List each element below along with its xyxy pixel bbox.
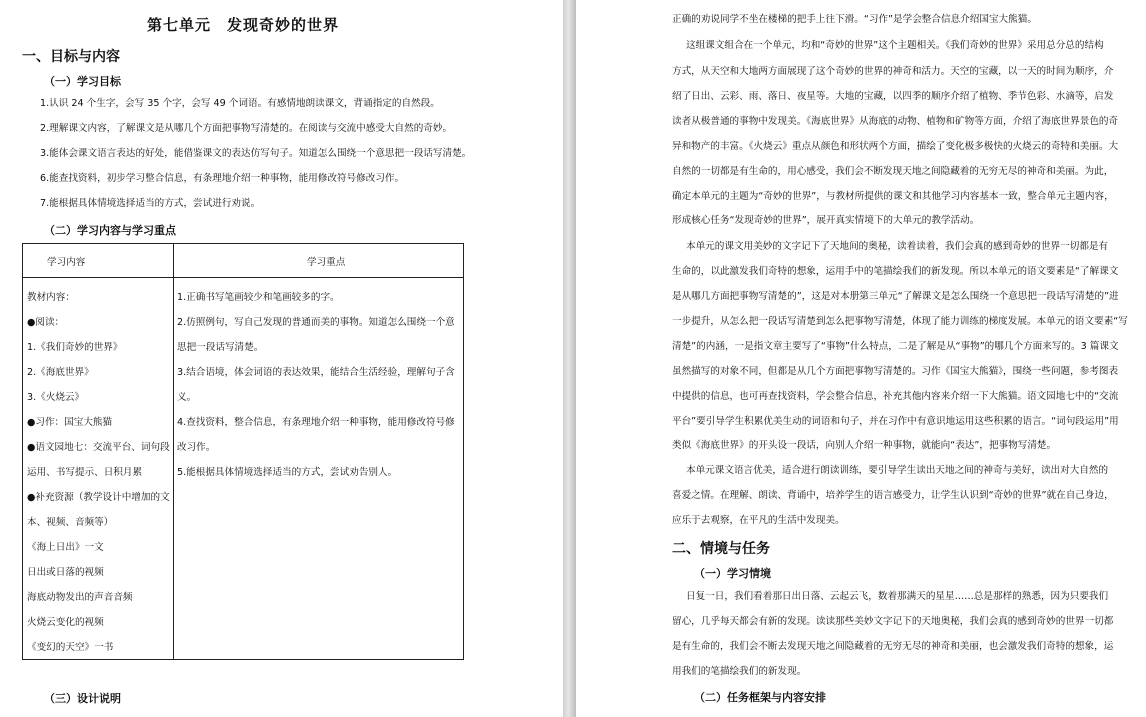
table-cell: ●阅读： — [27, 317, 65, 328]
table-cell: 思把一段话写清楚。 — [177, 342, 264, 353]
paragraph-line: 虽然描写的对象不同，但都是从几个方面把事物写清楚的。习作《国宝大熊猫》，围绕一些问题，参考图表 — [672, 366, 1119, 377]
paragraph-line: 正确的劝说同学不坐在楼梯的把手上往下滑。“习作”是学会整合信息介绍国宝大熊猫。 — [672, 14, 1037, 25]
paragraph-line: 留心，几乎每天都会有新的发现。读读那些美妙文字记下的天地奥秘，我们会真的感到奇妙的世界一切都 — [672, 616, 1114, 627]
page-gutter — [563, 0, 576, 717]
left-page — [0, 0, 563, 717]
table-cell: 4.查找资料，整合信息，有条理地介绍一种事物，能用修改符号修 — [177, 417, 455, 428]
design-notes-heading: （三）设计说明 — [44, 692, 121, 705]
paragraph-line: 喜爱之情。在理解、朗读、背诵中，培养学生的语言感受力，让学生认识到“奇妙的世界”就在自己身边， — [672, 490, 1114, 501]
content-focus-heading: （二）学习内容与学习重点 — [44, 224, 176, 237]
paragraph-line: 方式，从天空和大地两方面展现了这个奇妙的世界的神奇和活力。天空的宝藏，以一天的时间为顺序，介 — [672, 66, 1114, 77]
paragraph-line: 绍了日出、云彩、雨、落日、夜星等。大地的宝藏，以四季的顺序介绍了植物、季节色彩、水滴等，启发 — [672, 91, 1114, 102]
table-cell: 运用、书写提示、日积月累 — [27, 467, 143, 478]
section-situation-heading: 二、情境与任务 — [672, 541, 770, 557]
table-cell: 改习作。 — [177, 442, 216, 453]
table-cell: 1.《我们奇妙的世界》 — [27, 342, 123, 353]
paragraph-line: 生命的，以此激发我们奇特的想象，运用手中的笔描绘我们的新发现。所以本单元的语文要素是“了解课文 — [672, 266, 1119, 277]
paragraph-line: 形成核心任务“发现奇妙的世界”，展开真实情境下的大单元的教学活动。 — [672, 215, 980, 226]
paragraph-line: 日复一日，我们看着那日出日落、云起云飞，数着那满天的星星……总是那样的熟悉，因为只要我们 — [686, 591, 1109, 602]
paragraph-line: 用我们的笔描绘我们的新发现。 — [672, 666, 807, 677]
goal-item: 7.能根据具体情境选择适当的方式，尝试进行劝说。 — [40, 198, 261, 209]
table-cell: 2.《海底世界》 — [27, 367, 94, 378]
table-cell: 教材内容： — [27, 292, 75, 303]
paragraph-line: 确定本单元的主题为“奇妙的世界”，与教材所提供的课文和其他学习内容基本一致，整合单元主题内容， — [672, 191, 1114, 202]
paragraph-line: 是有生命的，我们会不断去发现天地之间隐藏着的无穷无尽的神奇和美丽，也会激发我们奇特的想象，运 — [672, 641, 1114, 652]
table-cell: 1.正确书写笔画较少和笔画较多的字。 — [177, 292, 340, 303]
goal-item: 6.能查找资料，初步学习整合信息，有条理地介绍一种事物，能用修改符号修改习作。 — [40, 173, 405, 184]
paragraph-line: 类似《海底世界》的开头设一段话，向别人介绍一种事物，就能向“表达”，把事物写清楚。 — [672, 440, 1057, 451]
table-cell: 《变幻的天空》一书 — [27, 642, 114, 653]
paragraph-line: 异和物产的丰富。《火烧云》重点从颜色和形状两个方面，描绘了变化极多极快的火烧云的奇特和美丽。大 — [672, 141, 1119, 152]
paragraph-line: 这组课文组合在一个单元，均和“奇妙的世界”这个主题相关。《我们奇妙的世界》采用总分总的结构 — [686, 40, 1104, 51]
table-cell: 3.《火烧云》 — [27, 392, 85, 403]
table-cell: 《海上日出》一文 — [27, 542, 104, 553]
table-cell: 义。 — [177, 392, 197, 403]
learning-goals-heading: （一）学习目标 — [44, 75, 121, 88]
goal-item: 1.认识 24 个生字，会写 35 个字，会写 49 个词语。有感情地朗读课文，背诵指定的自然段。 — [40, 98, 440, 109]
paragraph-line: 中提供的信息，也可再查找资料，学会整合信息，补充其他内容来介绍一下大熊猫。语文园地七中的“交流 — [672, 391, 1119, 402]
paragraph-line: 应乐于去观察，在平凡的生活中发现美。 — [672, 515, 845, 526]
task-framework-heading: （二）任务框架与内容安排 — [694, 691, 826, 704]
table-cell: 火烧云变化的视频 — [27, 617, 104, 628]
table-cell: 本、视频、音频等） — [27, 517, 114, 528]
table-cell: 5.能根据具体情境选择适当的方式，尝试劝告别人。 — [177, 467, 398, 478]
table-cell: ●语文园地七：交流平台、词句段 — [27, 442, 170, 453]
unit-title: 第七单元 发现奇妙的世界 — [146, 16, 339, 34]
table-cell: 3.结合语境，体会词语的表达效果，能结合生活经验，理解句子含 — [177, 367, 455, 378]
paragraph-line: 清楚”的内涵，一是指文章主要写了“事物”什么特点，二是了解是从“事物”的哪几个方面来写的。3 篇课文 — [672, 341, 1119, 352]
section-goals-heading: 一、目标与内容 — [22, 49, 120, 65]
paragraph-line: 本单元的课文用美妙的文字记下了天地间的奥秘，读着读着，我们会真的感到奇妙的世界一切都是有 — [686, 241, 1109, 252]
paragraph-line: 是从哪几方面把事物写清楚的”，这是对本册第三单元“了解课文是怎么围绕一个意思把一段话写清楚的”进 — [672, 291, 1119, 302]
paragraph-line: 一步提升，从怎么把一段话写清楚到怎么把事物写清楚，体现了能力训练的梯度发展。本单元的语文要素“写 — [672, 316, 1128, 327]
paragraph-line: 自然的一切都是有生命的，用心感受，我们会不断发现天地之间隐藏着的无穷无尽的神奇和美丽。为此， — [672, 166, 1114, 177]
content-focus-table — [22, 243, 464, 660]
table-cell: 2.仿照例句，写自己发现的普通而美的事物。知道怎么围绕一个意 — [177, 317, 455, 328]
paragraph-line: 平台”要引导学生积累优美生动的词语和句子，并在习作中有意识地运用这些积累的语言。“词句段运用”用 — [672, 416, 1119, 427]
paragraph-line: 本单元课文语言优美，适合进行朗读训练，要引导学生读出天地之间的神奇与美好，读出对大自然的 — [686, 465, 1109, 476]
goal-item: 3.能体会课文语言表达的好处，能借鉴课文的表达仿写句子。知道怎么围绕一个意思把一段话写清楚。 — [40, 148, 472, 159]
right-page — [576, 0, 1146, 717]
table-cell: 日出或日落的视频 — [27, 567, 104, 578]
table-cell: ●习作：国宝大熊猫 — [27, 417, 113, 428]
table-cell: 海底动物发出的声音音频 — [27, 592, 133, 603]
paragraph-line: 读者从极普通的事物中发现美。《海底世界》从海底的动物、植物和矿物等方面，介绍了海底世界景色的奇 — [672, 116, 1119, 127]
table-header-focus: 学习重点 — [307, 257, 346, 268]
situation-heading: （一）学习情境 — [694, 567, 771, 580]
table-header-content: 学习内容 — [47, 257, 86, 268]
goal-item: 2.理解课文内容，了解课文是从哪几个方面把事物写清楚的。在阅读与交流中感受大自然的奇妙。 — [40, 123, 453, 134]
table-cell: ●补充资源（教学设计中增加的文 — [27, 492, 170, 503]
